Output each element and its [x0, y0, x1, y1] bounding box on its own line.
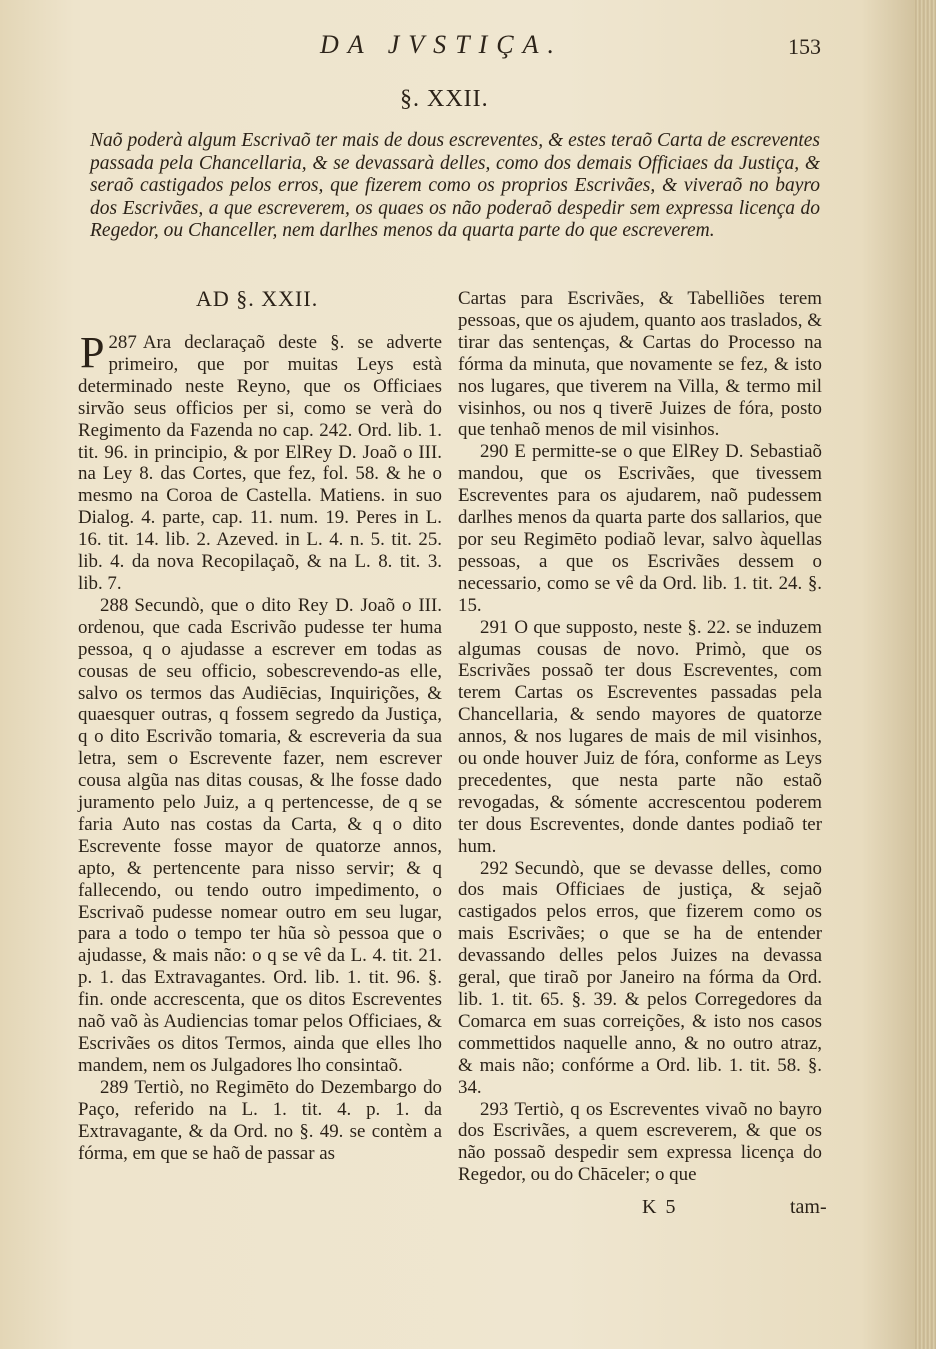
signature-mark: K 5	[642, 1196, 678, 1218]
paragraph-text: Ara declaraçaõ deste §. se adverte primeiro, que por muitas Leys està determinado neste Reyno, que os Officiaes sirvão seus officios per si, como se verà do Regimento da Fazenda no cap. 242. Ord. lib. 1. tit. 96. in principio, & por ElRey D. Joaõ o III. na Ley 8. das Cortes, que fez, fol. 58. & he o mesmo na Coroa de Castella. Matiens. in suo Dialog. 4. parte, cap. 11. num. 19. Peres in L. 16. tit. 14. lib. 2. Azeved. in L. 4. n. 5. tit. 25. lib. 4. da nova Recopilaçaõ, & na L. 8. tit. 3. lib. 7.	[78, 332, 442, 594]
paragraph-number: 289	[100, 1076, 129, 1098]
section-intro: Naõ poderà algum Escrivaõ ter mais de dous escreventes, & estes teraõ Carta de escreventes passada pela Chancellaria, & se devassarà delles, como dos demais Officiaes da Justiça, & seraõ castigados pelos erros, que fizerem como os proprios Escrivães, & viveraõ no bayro dos Escrivães, a que escreverem, os quaes os não poderaõ despedir sem expressa licença do Regedor, ou Chanceller, nem darlhes menos da quarta parte do que escreverem.	[90, 130, 820, 242]
left-column	[78, 328, 442, 1164]
paragraph-number: 290	[480, 441, 509, 463]
paragraph-289	[78, 1077, 442, 1165]
paragraph-number: 288	[100, 594, 129, 616]
page-number: 153	[788, 34, 821, 59]
paragraph-number: 292	[480, 857, 509, 879]
paragraph-text: E permitte-se o que ElRey D. Sebastiaõ mandou, que os Escrivães, que tivessem Escreventes para os ajudarem, naõ pudessem darlhes menos da quarta parte dos sallarios, que por seu Regimēto podiaõ levar, salvo àquellas pessoas, a que os Escrivães dessem o necessario, como se vê da Ord. lib. 1. tit. 24. §. 15.	[458, 441, 822, 616]
paragraph-number: 291	[480, 616, 509, 638]
drop-cap: P	[80, 328, 105, 377]
paragraph-288	[78, 595, 442, 1077]
paragraph-287	[78, 328, 442, 595]
section-title: §. XXII.	[400, 86, 489, 112]
paragraph-text: Tertiò, no Regimēto do Dezembargo do Paço, referido na L. 1. tit. 4. p. 1. da Extravagante, & da Ord. no §. 49. se contèm a fórma, em que se haõ de passar as	[78, 1076, 442, 1164]
paragraph-293	[458, 1099, 822, 1187]
commentary-heading: AD §. XXII.	[196, 286, 319, 311]
paragraph-number: 287	[108, 332, 137, 353]
paragraph-290	[458, 441, 822, 616]
paragraph-292	[458, 858, 822, 1099]
page-edge	[914, 0, 936, 1349]
page-footer	[458, 1196, 827, 1220]
paragraph-289-continuation: Cartas para Escrivães, & Tabelliões terem pessoas, que os ajudem, quanto aos traslados, & tirar das sentenças, & Cartas do Processo na fórma da minuta, que novamente se fez, & isto nos lugares, que tiverem na Villa, & termo mil visinhos, ou nos q tiverē Juizes de fóra, posto que tenhaõ menos de mil visinhos.	[458, 288, 822, 441]
paragraph-text: Secundò, que o dito Rey D. Joaõ o III. ordenou, que cada Escrivão pudesse ter huma pessoa, q o ajudasse a escrever em todas as cousas de seu officio, sobescrevendo-as elle, salvo os termos das Audiēcias, Inquirições, & quaesquer outras, q fossem segredo da Justiça, q o dito Escrivão tomaria, & escreveria da sua letra, sem o Escrevente fazer, nem escrever cousa algũa nas ditas cousas, & lhe fosse dado juramento pelo Juiz, a q pertencesse, de q se faria Auto nas costas da Carta, & q o dito Escrevente fosse mayor de quatorze annos, apto, & pertencente para nisso servir; & q fallecendo, ou tendo outro impedimento, o Escrivaõ pudesse nomear outro em seu lugar, para a todo o tempo ter hũa sò pessoa que o ajudasse, & mais não: o q se vê da L. 4. tit. 21. p. 1. das Extravagantes. Ord. lib. 1. tit. 96. §. fin. onde accrescenta, que os ditos Escreventes naõ vaõ às Audiencias tomar pelos Officiaes, & Escrivães os ditos Termos, ainda que elles lho mandem, nem os Julgadores lho consintaõ.	[78, 594, 442, 1076]
paragraph-text: O que supposto, neste §. 22. se induzem algumas cousas de novo. Primò, que os Escrivães possaõ ter dous Escreventes, com terem Cartas os Escreventes passadas pela Chancellaria, & sendo mayores de quatorze annos, & nos lugares de mais de mil visinhos, ou onde houver Juiz de fóra, conforme as Leys precedentes, que nesta parte não estaõ revogadas, & sómente accrescentou poderem ter dous Escreventes, donde dantes podiaõ ter hum.	[458, 616, 822, 857]
paragraph-text: Tertiò, q os Escreventes vivaõ no bayro dos Escrivães, a quem escreverem, & que os não possaõ despedir sem expressa licença do Regedor, ou do Chāceler; o que	[458, 1098, 822, 1186]
paragraph-number: 293	[480, 1098, 509, 1120]
catchword: tam-	[790, 1196, 827, 1218]
paragraph-291	[458, 617, 822, 858]
running-title: DA JVSTIÇA.	[320, 30, 563, 59]
paragraph-text: Secundò, que se devasse delles, como dos mais Officiaes de justiça, & sejaõ castigados pelos erros, que fizerem como os mais Escrivães; o que se ha de entender devassando delles pelos Juizes na devassa geral, que tiraõ por Janeiro na fórma da Ord. lib. 1. tit. 65. §. 39. & pelos Corregedores da Comarca em suas correições, & isto nos casos commettidos naquelle anno, & no outro atraz, & mais não; confórme a Ord. lib. 1. tit. 58. §. 34.	[458, 857, 822, 1098]
right-column	[458, 288, 822, 1186]
